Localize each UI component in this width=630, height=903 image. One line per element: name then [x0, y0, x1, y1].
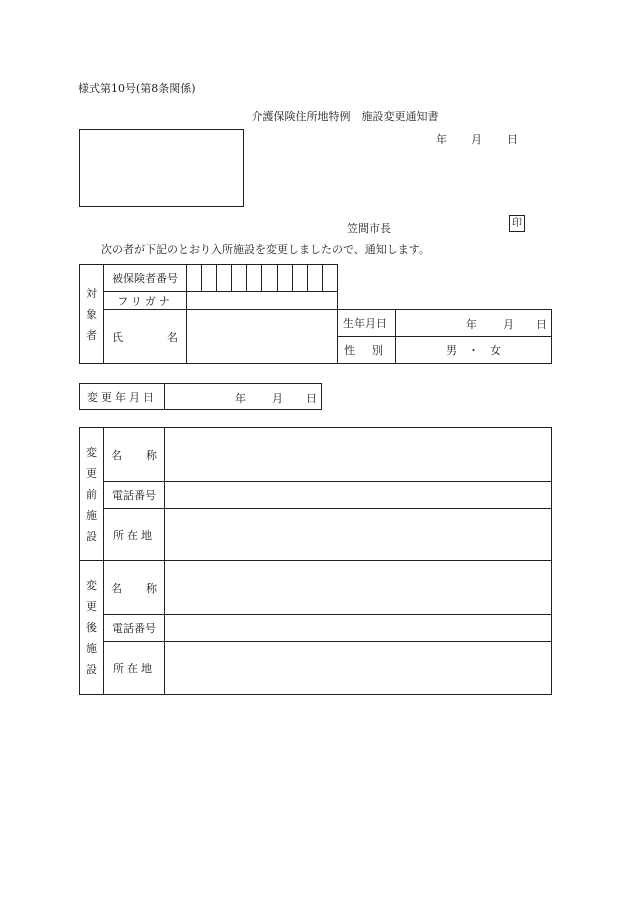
- before-group-char: 施: [86, 508, 97, 522]
- after-name-field[interactable]: [165, 561, 552, 615]
- subject-group-label: [80, 265, 104, 364]
- birth-day-unit: 日: [536, 318, 547, 331]
- furigana-label: フリガナ: [104, 292, 187, 310]
- before-group-char: 前: [86, 487, 97, 501]
- before-address-label: 所在地: [104, 509, 165, 561]
- digit-cell[interactable]: [308, 265, 323, 291]
- before-group-char: 設: [86, 529, 97, 543]
- after-group-char: 更: [86, 600, 97, 613]
- after-address-field[interactable]: [165, 642, 552, 695]
- birth-sex-table: [337, 309, 552, 364]
- change-year-unit: 年: [235, 391, 246, 405]
- digit-cell[interactable]: [323, 265, 337, 291]
- birth-month-unit: 月: [503, 318, 514, 331]
- change-date-table: [79, 383, 322, 410]
- name-label-part: 名: [167, 330, 178, 344]
- digit-cell[interactable]: [217, 265, 232, 291]
- digit-cell[interactable]: [202, 265, 217, 291]
- name-label-part: 氏: [112, 330, 123, 344]
- after-group-char: 施: [86, 642, 97, 655]
- before-phone-label: 電話番号: [104, 482, 165, 509]
- furigana-field[interactable]: [187, 292, 338, 310]
- after-address-label: 所在地: [104, 642, 165, 695]
- birth-date-field[interactable]: [396, 310, 552, 337]
- after-phone-field[interactable]: [165, 615, 552, 642]
- issue-date-day: 日: [507, 133, 518, 146]
- mayor-name: 笠間市長: [347, 222, 391, 235]
- before-name-label-part: 名: [111, 448, 122, 462]
- digit-cell[interactable]: [187, 265, 202, 291]
- after-facility-group-label: [80, 561, 104, 695]
- document-title: 介護保険住所地特例 施設変更通知書: [251, 110, 439, 123]
- issue-date-year: 年: [436, 133, 447, 146]
- after-name-label: [104, 561, 165, 615]
- after-phone-label: 電話番号: [104, 615, 165, 642]
- before-name-label-part: 称: [146, 448, 157, 462]
- issue-date-month: 月: [471, 133, 482, 146]
- change-day-unit: 日: [306, 391, 317, 405]
- subject-group-char: 象: [86, 307, 97, 321]
- before-name-label: [104, 428, 165, 482]
- digit-cell[interactable]: [232, 265, 247, 291]
- name-label: [104, 310, 187, 364]
- digit-cell[interactable]: [278, 265, 293, 291]
- subject-table: [79, 264, 338, 364]
- sex-label-part: 性: [344, 344, 355, 357]
- form-number: 様式第10号(第8条関係): [78, 82, 196, 95]
- before-facility-group-label: [80, 428, 104, 561]
- change-date-label: 変更年月日: [80, 384, 165, 410]
- facility-table: [79, 427, 552, 695]
- after-group-char: 設: [86, 663, 97, 676]
- after-group-char: 後: [86, 621, 97, 634]
- digit-cell[interactable]: [293, 265, 308, 291]
- sex-label-part: 別: [372, 344, 383, 357]
- after-group-char: 変: [86, 579, 97, 592]
- birth-year-unit: 年: [466, 318, 477, 331]
- recipient-address-box: [79, 129, 244, 207]
- sex-options[interactable]: 男 ・ 女: [396, 337, 552, 364]
- subject-group-char: 対: [86, 286, 97, 300]
- insured-number-field[interactable]: [187, 265, 338, 292]
- seal-mark: 印: [509, 215, 525, 232]
- before-address-field[interactable]: [165, 509, 552, 561]
- name-field[interactable]: [187, 310, 338, 364]
- sex-label: [338, 337, 396, 364]
- digit-cell[interactable]: [247, 265, 262, 291]
- change-date-field[interactable]: [165, 384, 322, 410]
- before-group-char: 更: [86, 466, 97, 480]
- birth-date-label: 生年月日: [338, 310, 396, 337]
- before-phone-field[interactable]: [165, 482, 552, 509]
- before-name-field[interactable]: [165, 428, 552, 482]
- digit-cell[interactable]: [262, 265, 277, 291]
- after-name-label-part: 称: [146, 581, 157, 595]
- change-month-unit: 月: [272, 391, 283, 405]
- intro-text: 次の者が下記のとおり入所施設を変更しましたので、通知します。: [101, 243, 430, 256]
- before-group-char: 変: [86, 445, 97, 459]
- subject-group-char: 者: [86, 328, 97, 342]
- after-name-label-part: 名: [111, 581, 122, 595]
- insured-number-label: 被保険者番号: [104, 265, 187, 292]
